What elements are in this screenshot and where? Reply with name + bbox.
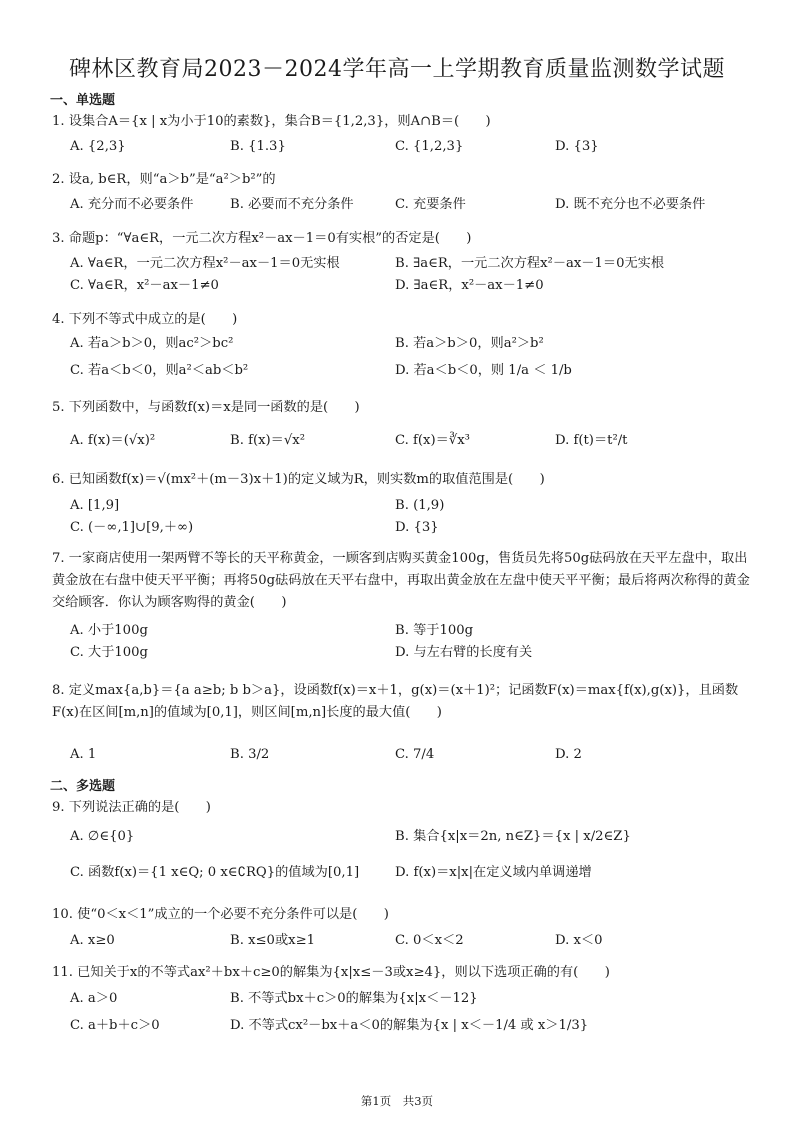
q5-option-d: D. f(t)＝t²/t <box>555 433 628 448</box>
question-7-options-row-1 <box>70 620 760 642</box>
question-11-options-row-2 <box>70 1015 760 1037</box>
q3-option-d: D. ∃a∈R，x²－ax－1≠0 <box>395 278 544 293</box>
q10-option-c: C. 0＜x＜2 <box>395 933 464 948</box>
q2-option-b: B. 必要而不充分条件 <box>230 197 354 212</box>
q11-option-b: B. 不等式bx＋c＞0的解集为{x|x＜－12} <box>230 991 478 1006</box>
q9-option-a: A. ∅∈{0} <box>70 829 135 844</box>
page-footer: 第1页 共3页 <box>360 1094 434 1108</box>
q10-option-b: B. x≤0或x≥1 <box>230 933 316 948</box>
q1-option-b: B. {1.3} <box>230 139 286 154</box>
q9-option-b: B. 集合{x|x＝2n, n∈Z}＝{x | x/2∈Z} <box>395 829 631 844</box>
question-7-options-row-2 <box>70 642 760 664</box>
question-5-options <box>70 430 760 452</box>
q6-option-b: B. (1,9) <box>395 498 445 513</box>
question-4-stem: 4. 下列不等式中成立的是( ) <box>52 312 238 327</box>
question-1-options <box>70 136 760 158</box>
q9-option-c: C. 函数f(x)＝{1 x∈Q; 0 x∈∁RQ}的值域为[0,1] <box>70 865 360 880</box>
q2-option-d: D. 既不充分也不必要条件 <box>555 197 706 212</box>
q7-option-b: B. 等于100g <box>395 623 474 638</box>
question-10-options <box>70 930 760 952</box>
question-10-stem: 10. 使“0＜x＜1”成立的一个必要不充分条件可以是( ) <box>52 907 389 922</box>
question-3-stem: 3. 命题p：“∀a∈R，一元二次方程x²－ax－1＝0有实根”的否定是( ) <box>52 231 472 246</box>
q11-option-a: A. a＞0 <box>70 991 118 1006</box>
question-5-stem: 5. 下列函数中，与函数f(x)＝x是同一函数的是( ) <box>52 400 360 415</box>
q6-option-c: C. (－∞,1]∪[9,＋∞) <box>70 520 194 535</box>
q4-option-a: A. 若a＞b＞0，则ac²＞bc² <box>70 336 234 351</box>
question-6-stem: 6. 已知函数f(x)＝√(mx²＋(m－3)x＋1)的定义域为R，则实数m的取值范围是( ) <box>52 472 545 487</box>
question-6-options-row-2 <box>70 517 760 539</box>
q4-option-b: B. 若a＞b＞0，则a²＞b² <box>395 336 544 351</box>
q5-option-c: C. f(x)＝∛x³ <box>395 433 470 448</box>
q7-option-a: A. 小于100g <box>70 623 148 638</box>
q6-option-d: D. {3} <box>395 520 439 535</box>
q8-option-c: C. 7/4 <box>395 747 435 762</box>
q1-option-a: A. {2,3} <box>70 139 126 154</box>
q3-option-c: C. ∀a∈R，x²－ax－1≠0 <box>70 278 219 293</box>
q3-option-a: A. ∀a∈R，一元二次方程x²－ax－1＝0无实根 <box>70 256 340 271</box>
q2-option-c: C. 充要条件 <box>395 197 466 212</box>
question-11-options-row-1 <box>70 988 760 1010</box>
q5-option-a: A. f(x)＝(√x)² <box>70 433 156 448</box>
q8-option-b: B. 3/2 <box>230 747 270 762</box>
question-9-options-row-1 <box>70 826 760 848</box>
q4-option-c: C. 若a＜b＜0，则a²＜ab＜b² <box>70 363 249 378</box>
question-8-options <box>70 744 760 766</box>
section-heading-multiple-choice: 二、多选题 <box>50 779 116 794</box>
q3-option-b: B. ∃a∈R，一元二次方程x²－ax－1＝0无实根 <box>395 256 665 271</box>
q7-option-d: D. 与左右臂的长度有关 <box>395 645 533 660</box>
question-4-options-row-2 <box>70 360 760 382</box>
section-heading-single-choice: 一、单选题 <box>50 93 116 108</box>
q9-option-d: D. f(x)＝x|x|在定义域内单调递增 <box>395 865 592 880</box>
question-3-options-row-1 <box>70 253 760 275</box>
question-3-options-row-2 <box>70 275 760 297</box>
question-11-stem: 11. 已知关于x的不等式ax²＋bx＋c≥0的解集为{x|x≤－3或x≥4}，则以下选项正确的有( ) <box>52 965 610 980</box>
exam-title: 碑林区教育局2023－2024学年高一上学期教育质量监测数学试题 <box>69 57 725 82</box>
question-7-stem: 7. 一家商店使用一架两臂不等长的天平称黄金，一顾客到店购买黄金100g，售货员先将50g砝码放在天平左盘中，取出黄金放在右盘中使天平平衡；再将50g砝码放在天平右盘中，再取出黄金放在左盘中使天平平衡；最后将两次称得的黄金交给顾客．你认为顾客购得的黄金( ) <box>52 551 750 610</box>
q8-option-d: D. 2 <box>555 747 582 762</box>
question-8-stem: 8. 定义max{a,b}＝{a a≥b; b b＞a}，设函数f(x)＝x＋1，g(x)＝(x＋1)²；记函数F(x)＝max{f(x),g(x)}，且函数F(x)在区间[m,n]的值域为[0,1]，则区间[m,n]长度的最大值( ) <box>52 683 739 720</box>
q1-option-d: D. {3} <box>555 139 599 154</box>
question-4-options-row-1 <box>70 333 760 355</box>
q11-option-d: D. 不等式cx²－bx＋a＜0的解集为{x | x＜－1/4 或 x＞1/3} <box>230 1018 589 1033</box>
question-6-options-row-1 <box>70 495 760 517</box>
q10-option-a: A. x≥0 <box>70 933 115 948</box>
q2-option-a: A. 充分而不必要条件 <box>70 197 194 212</box>
question-9-stem: 9. 下列说法正确的是( ) <box>52 800 211 815</box>
question-2-stem: 2. 设a, b∈R，则“a＞b”是“a²＞b²”的 <box>52 172 276 187</box>
q1-option-c: C. {1,2,3} <box>395 139 464 154</box>
question-9-options-row-2 <box>70 862 760 884</box>
q5-option-b: B. f(x)＝√x² <box>230 433 305 448</box>
q11-option-c: C. a＋b＋c＞0 <box>70 1018 160 1033</box>
question-1-stem: 1. 设集合A＝{x | x为小于10的素数}，集合B＝{1,2,3}，则A∩B＝( ) <box>52 114 491 129</box>
q10-option-d: D. x＜0 <box>555 933 603 948</box>
q4-option-d: D. 若a＜b＜0，则 1/a ＜ 1/b <box>395 363 572 378</box>
q6-option-a: A. [1,9] <box>70 498 120 513</box>
q8-option-a: A. 1 <box>70 747 97 762</box>
q7-option-c: C. 大于100g <box>70 645 148 660</box>
question-2-options <box>70 194 760 216</box>
